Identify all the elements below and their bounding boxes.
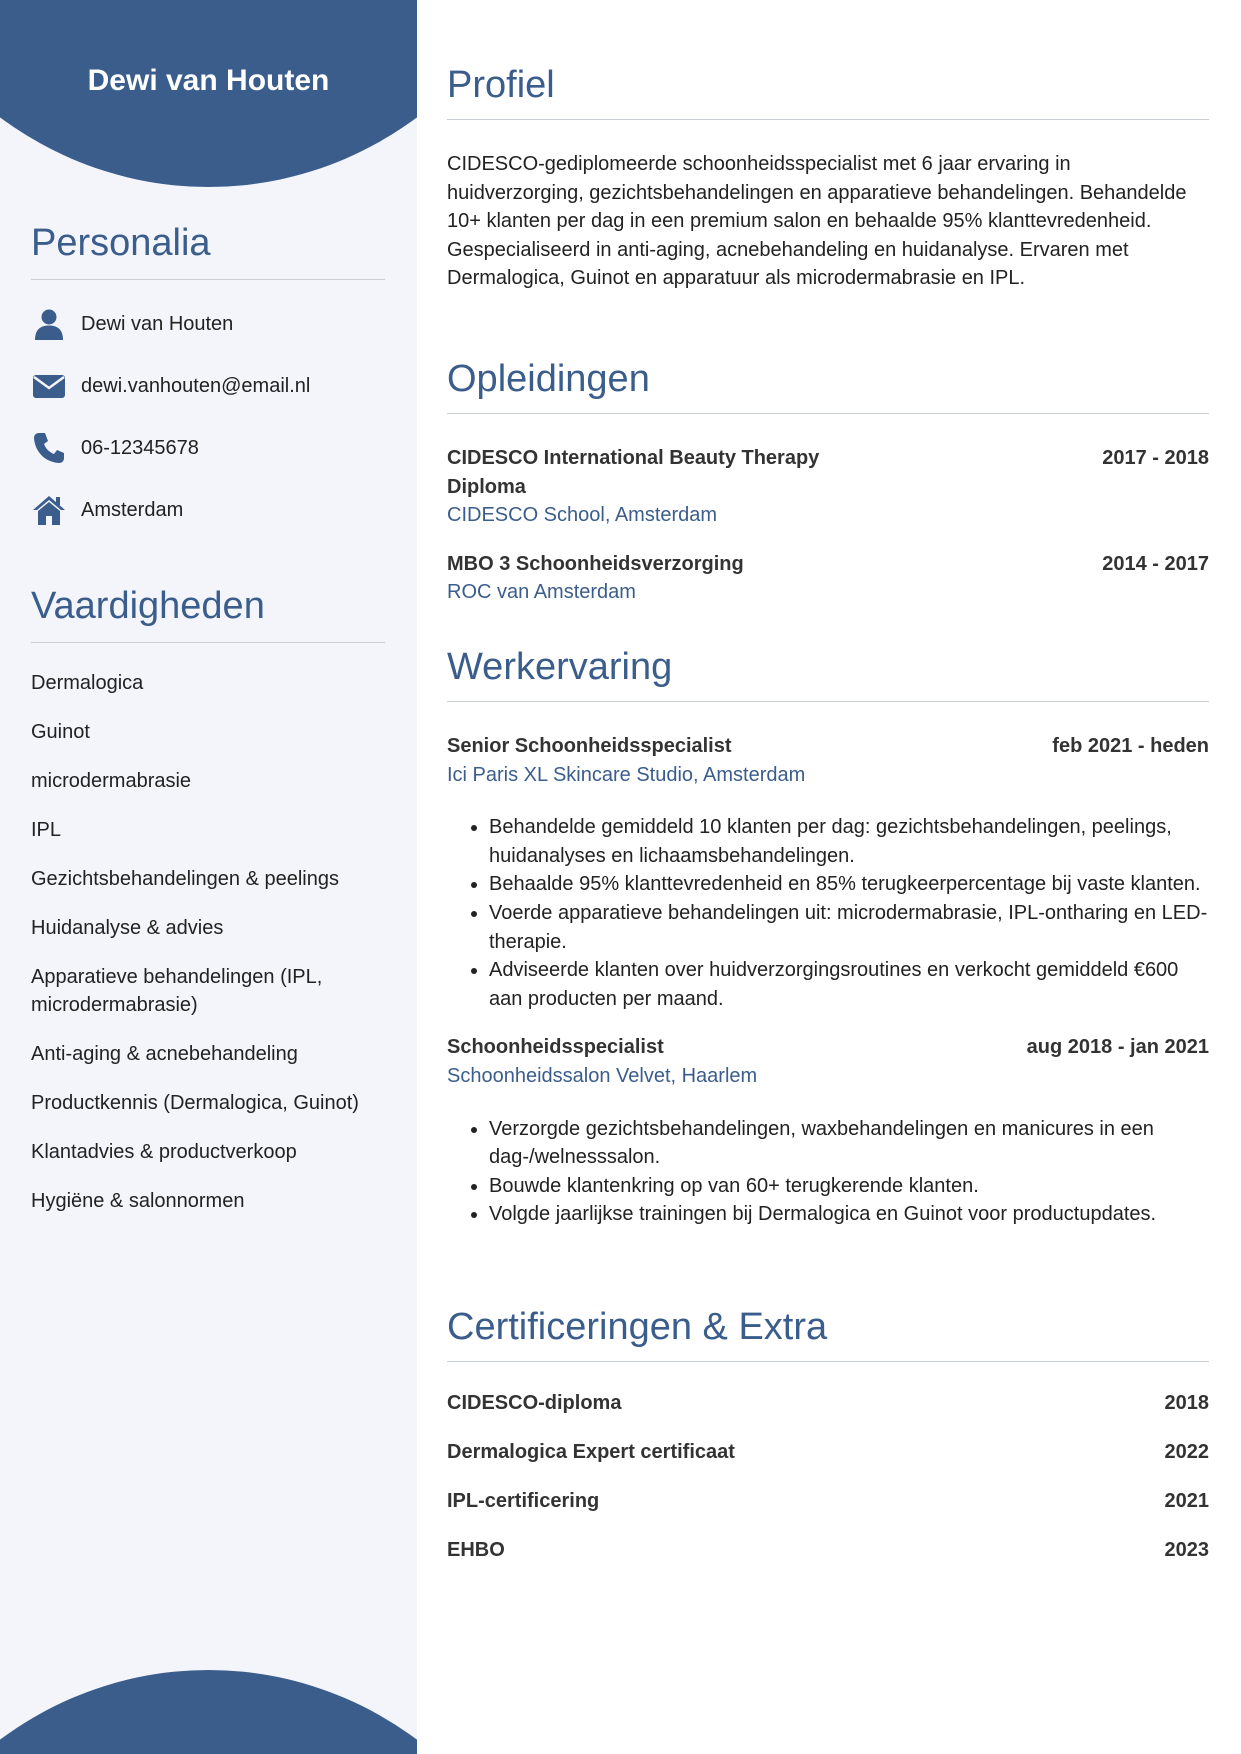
experience-entry [447, 732, 1209, 1013]
contact-name [31, 306, 385, 342]
education-school: CIDESCO School, Amsterdam [447, 504, 718, 527]
job-date: aug 2018 - jan 2021 [1026, 1036, 1209, 1059]
contact-phone-text[interactable]: 06-12345678 [81, 436, 199, 459]
skills-heading: Vaardigheden [31, 585, 385, 643]
job-bullet: • Voerde apparatieve behandelingen uit: microdermabrasie, IPL-ontharing en LED-therapie. [489, 899, 1209, 956]
contact-phone[interactable] [31, 430, 385, 466]
sidebar-bottom-arc [0, 1670, 417, 1754]
contact-email-text[interactable]: dewi.vanhouten@email.nl [81, 374, 311, 397]
experience-section [447, 646, 1209, 1229]
job-bullet: • Adviseerde klanten over huidverzorgingsroutines en verkocht gemiddeld €600 aan producten per maand. [489, 956, 1209, 1013]
skill-item: Klantadvies & productverkoop [31, 1141, 297, 1163]
skill-item: IPL [31, 819, 62, 841]
profile-section [447, 64, 1209, 293]
contact-email[interactable] [31, 368, 385, 404]
personalia-heading: Personalia [31, 222, 385, 280]
cert-name: CIDESCO-diploma [447, 1392, 622, 1414]
skill-item: Anti-aging & acnebehandeling [31, 1043, 298, 1065]
skill-item: Gezichtsbehandelingen & peelings [31, 868, 339, 890]
experience-entry [447, 1033, 1209, 1229]
job-company: Schoonheidssalon Velvet, Haarlem [447, 1064, 758, 1087]
skills-list [31, 669, 385, 1215]
job-bullet: • Volgde jaarlijkse trainingen bij Dermalogica en Guinot voor productupdates. [489, 1200, 1209, 1229]
cert-name: IPL-certificering [447, 1490, 600, 1512]
certifications-list [447, 1392, 1209, 1588]
education-heading: Opleidingen [447, 358, 1209, 414]
job-bullet: • Behaalde 95% klanttevredenheid en 85% terugkeerpercentage bij vaste klanten. [489, 870, 1209, 899]
cert-year: 2023 [1164, 1539, 1209, 1561]
job-bullet: • Bouwde klantenkring op van 60+ terugkerende klanten. [489, 1172, 1209, 1201]
cert-row [447, 1490, 1209, 1539]
job-bullets [447, 1115, 1209, 1229]
job-title: Schoonheidsspecialist [447, 1036, 664, 1059]
job-date: feb 2021 - heden [1052, 735, 1209, 757]
job-bullets [447, 813, 1209, 1013]
job-bullet: • Verzorgde gezichtsbehandelingen, waxbehandelingen en manicures in een dag-/welnesssalon. [489, 1115, 1209, 1172]
cert-row [447, 1539, 1209, 1588]
cert-row [447, 1441, 1209, 1490]
home-icon [31, 493, 67, 527]
cert-year: 2018 [1164, 1392, 1209, 1414]
cert-name: Dermalogica Expert certificaat [447, 1441, 735, 1463]
phone-icon [31, 431, 67, 465]
candidate-name: Dewi van Houten [87, 64, 330, 97]
education-title: CIDESCO International Beauty Therapy Diploma [447, 447, 820, 498]
profile-heading: Profiel [447, 64, 1209, 120]
contact-location-text: Amsterdam [81, 498, 184, 521]
education-date: 2014 - 2017 [1102, 552, 1209, 575]
education-entry [447, 444, 1209, 530]
job-company: Ici Paris XL Skincare Studio, Amsterdam [447, 763, 806, 786]
skill-item: Hygiëne & salonnormen [31, 1190, 245, 1212]
education-section [447, 358, 1209, 607]
personalia-section [31, 222, 385, 528]
experience-heading: Werkervaring [447, 646, 1209, 702]
sidebar [0, 0, 417, 1754]
skill-item: Huidanalyse & advies [31, 917, 224, 939]
skill-item: Apparatieve behandelingen (IPL, microdermabrasie) [31, 966, 323, 1016]
cert-year: 2022 [1164, 1441, 1209, 1463]
education-date: 2017 - 2018 [1102, 447, 1209, 469]
user-icon [31, 307, 67, 341]
cert-year: 2021 [1164, 1490, 1209, 1512]
job-title: Senior Schoonheidsspecialist [447, 735, 732, 757]
education-title: MBO 3 Schoonheidsverzorging [447, 552, 744, 575]
envelope-icon [31, 369, 67, 403]
skill-item: microdermabrasie [31, 770, 192, 792]
education-entry [447, 550, 1209, 607]
skill-item: Dermalogica [31, 672, 144, 694]
profile-text: CIDESCO-gediplomeerde schoonheidsspecialist met 6 jaar ervaring in huidverzorging, gezichtsbehandelingen en apparatieve behandelingen. Behandelde 10+ klanten per dag in een premium salon en behaalde 95% klanttevredenheid. Gespecialiseerd in anti-aging, acnebehandeling en huidanalyse. Ervaren met Dermalogica, Guinot en apparatuur als microdermabrasie en IPL. [447, 153, 1187, 290]
skill-item: Guinot [31, 721, 90, 743]
cert-row [447, 1392, 1209, 1441]
certifications-heading: Certificeringen & Extra [447, 1306, 1209, 1362]
job-bullet: • Behandelde gemiddeld 10 klanten per dag: gezichtsbehandelingen, peelings, huidanalyses en lichaamsbehandelingen. [489, 813, 1209, 870]
skills-section [31, 585, 385, 1215]
contact-name-text: Dewi van Houten [81, 312, 234, 335]
skill-item: Productkennis (Dermalogica, Guinot) [31, 1092, 359, 1114]
cert-name: EHBO [447, 1539, 505, 1561]
certifications-section [447, 1306, 1209, 1588]
contact-location [31, 492, 385, 528]
education-school: ROC van Amsterdam [447, 581, 636, 604]
